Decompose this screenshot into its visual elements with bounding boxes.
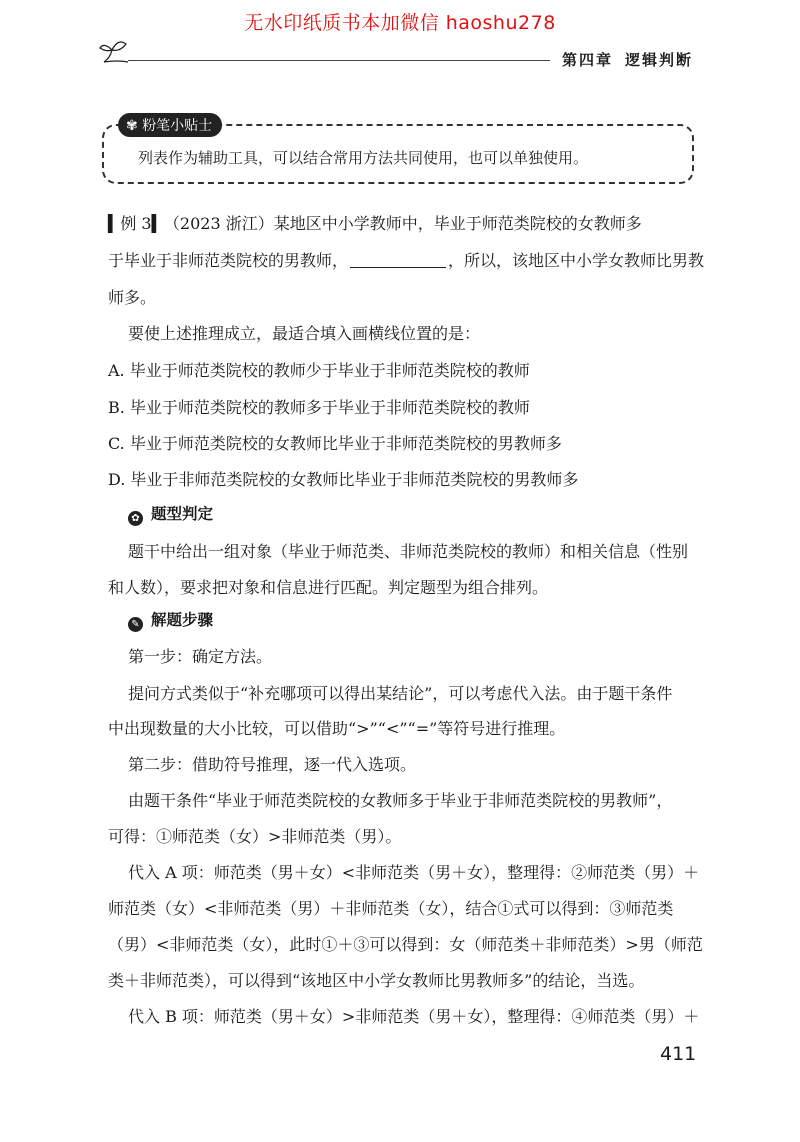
judgement-line-2: 和人数），要求把对象和信息进行匹配。判定题型为组合排列。	[108, 578, 549, 597]
page-number: 411	[660, 1043, 697, 1065]
option-b: B. 毕业于师范类院校的教师多于毕业于非师范类院校的教师	[108, 398, 530, 417]
watermark-text: 无水印纸质书本加微信 haoshu278	[244, 12, 556, 34]
answer-blank	[350, 253, 446, 268]
step-line-6: 可得：①师范类（女）>非师范类（男）。	[108, 827, 402, 846]
example-tag-bar: ▍	[108, 214, 121, 233]
option-d: D. 毕业于非师范类院校的女教师比毕业于非师范类院校的男教师多	[108, 470, 579, 489]
gear-icon: ✿	[128, 511, 143, 526]
step-line-5: 由题干条件“毕业于师范类院校的女教师多于毕业于非师范类院校的男教师”，	[128, 791, 673, 810]
option-a: A. 毕业于师范类院校的教师少于毕业于非师范类院校的教师	[108, 361, 530, 380]
example-stem-line-1: ▍例 3▍（2023 浙江）某地区中小学教师中，毕业于师范类院校的女教师多	[108, 214, 642, 233]
tip-text: 列表作为辅助工具，可以结合常用方法共同使用，也可以单独使用。	[138, 149, 589, 167]
step-line-11: 代入 B 项：师范类（男＋女）>非师范类（男＋女），整理得：④师范类（男）＋	[128, 1007, 700, 1026]
step-line-3: 中出现数量的大小比较，可以借助“>”“<”“=”等符号进行推理。	[108, 719, 566, 738]
step-line-4: 第二步：借助符号推理，逐一代入选项。	[128, 755, 417, 774]
step-line-8: 师范类（女）<非师范类（男）＋非师范类（女），结合①式可以得到：③师范类	[108, 899, 674, 918]
example-stem-1: 某地区中小学教师中，毕业于师范类院校的女教师多	[273, 214, 642, 233]
step-line-10: 类＋非师范类），可以得到“该地区中小学女教师比男教师多”的结论，当选。	[108, 971, 645, 990]
example-tag: 例 3	[120, 214, 152, 233]
question-text: 要使上述推理成立，最适合填入画横线位置的是：	[128, 324, 481, 343]
pencil-icon: ✎	[128, 617, 143, 632]
option-c: C. 毕业于师范类院校的女教师比毕业于非师范类院校的男教师多	[108, 434, 562, 453]
bulb-icon: ✾	[126, 118, 143, 134]
tip-label-text: 粉笔小贴士	[142, 118, 213, 134]
step-line-7: 代入 A 项：师范类（男＋女）<非师范类（男＋女），整理得：②师范类（男）＋	[128, 863, 700, 882]
section-title-steps: ✎ 解题步骤	[128, 602, 213, 639]
section-title-judgement: ✿ 题型判定	[128, 496, 213, 533]
step-line-2: 提问方式类似于“补充哪项可以得出某结论”，可以考虑代入法。由于题干条件	[128, 684, 673, 703]
step-line-1: 第一步：确定方法。	[128, 647, 273, 666]
judgement-line-1: 题干中给出一组对象（毕业于师范类、非师范类院校的教师）和相关信息（性别	[128, 542, 689, 561]
example-stem-line-3: 师多。	[108, 288, 157, 307]
content	[108, 0, 705, 1142]
chapter-title: 逻辑判断	[625, 51, 694, 69]
example-source: （2023 浙江）	[163, 214, 274, 233]
chapter-number: 第四章	[562, 51, 614, 69]
example-stem-line-2: 于毕业于非师范类院校的男教师， ，所以，该地区中小学女教师比男教	[108, 251, 705, 270]
step-line-9: （男）<非师范类（女），此时①＋③可以得到：女（师范类＋非师范类）>男（师范	[108, 935, 703, 954]
